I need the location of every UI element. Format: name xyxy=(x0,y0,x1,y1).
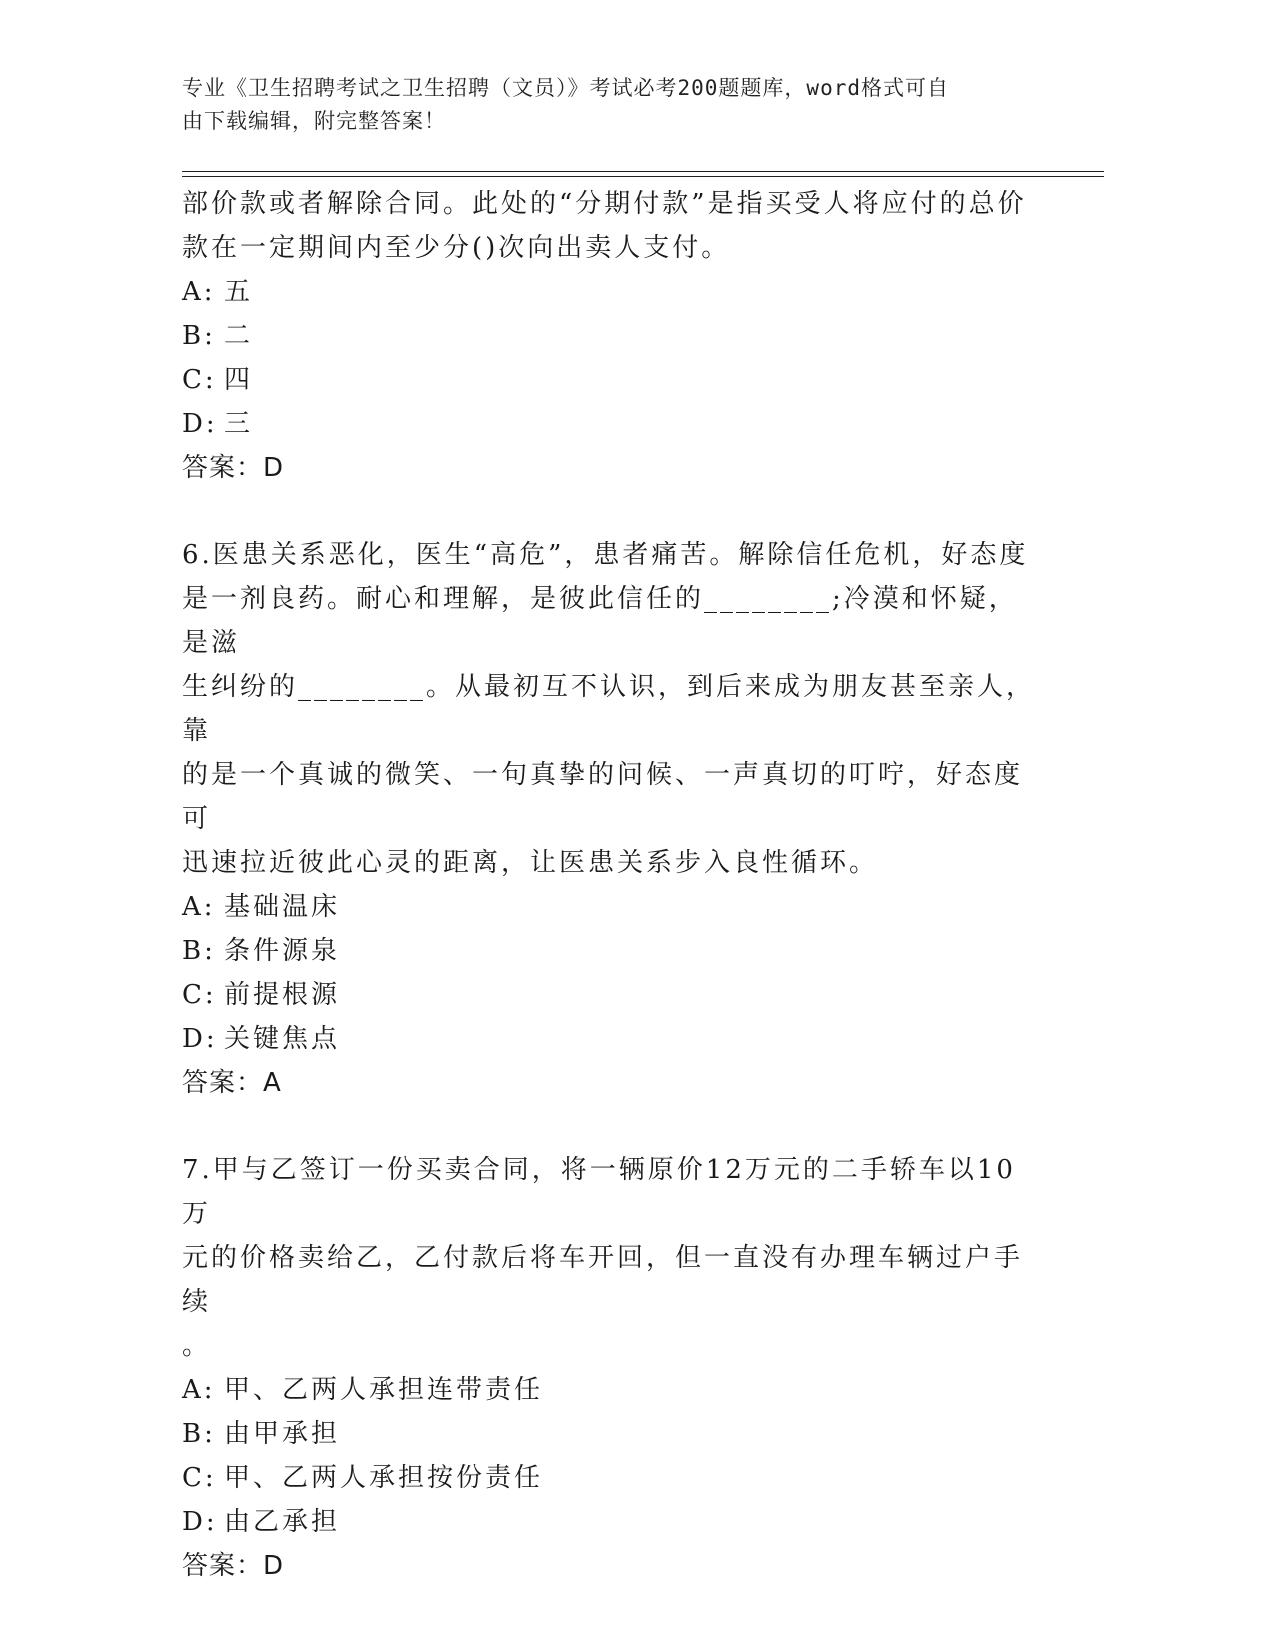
option-d xyxy=(182,1017,1042,1061)
question-stem-line: 7.甲与乙签订一份买卖合同，将一辆原价12万元的二手轿车以10万 xyxy=(182,1155,1016,1229)
question-5 xyxy=(182,182,1042,490)
question-stem-line: 。 xyxy=(182,1331,212,1361)
option-c xyxy=(182,973,1042,1017)
option-key: C: xyxy=(182,980,217,1010)
header-line-2: 由下载编辑，附完整答案！ xyxy=(182,109,446,133)
option-key: D: xyxy=(182,1024,218,1054)
answer-line: 答案：D xyxy=(182,453,285,483)
document-header xyxy=(182,72,1042,138)
option-text: 由乙承担 xyxy=(224,1507,341,1537)
option-b xyxy=(182,314,1042,358)
option-d xyxy=(182,1500,1042,1544)
question-stem-line: 的是一个真诚的微笑、一句真挚的问候、一声真切的叮咛，好态度可 xyxy=(182,760,1024,834)
spacer xyxy=(182,490,1042,533)
option-key: B: xyxy=(182,1419,216,1449)
question-stem-line: 生纠纷的________。从最初互不认识，到后来成为朋友甚至亲人，靠 xyxy=(182,672,1036,746)
option-text: 基础温床 xyxy=(224,892,341,922)
header-divider-bottom xyxy=(182,176,1104,177)
option-a xyxy=(182,270,1042,314)
option-text: 由甲承担 xyxy=(224,1419,341,1449)
question-stem-line: 6.医患关系恶化，医生“高危”，患者痛苦。解除信任危机，好态度 xyxy=(182,540,1029,570)
question-list xyxy=(182,182,1042,1588)
option-key: B: xyxy=(182,936,216,966)
option-key: D: xyxy=(182,1507,218,1537)
question-stem-line: 元的价格卖给乙，乙付款后将车开回，但一直没有办理车辆过户手续 xyxy=(182,1243,1024,1317)
question-stem-line: 迅速拉近彼此心灵的距离，让医患关系步入良性循环。 xyxy=(182,848,879,878)
option-a xyxy=(182,1368,1042,1412)
spacer xyxy=(182,1105,1042,1148)
option-a xyxy=(182,885,1042,929)
option-b xyxy=(182,1412,1042,1456)
header-line-1: 专业《卫生招聘考试之卫生招聘（文员）》考试必考200题题库，word格式可自 xyxy=(182,76,949,100)
question-stem-line: 是一剂良药。耐心和理解，是彼此信任的________;冷漠和怀疑，是滋 xyxy=(182,584,1018,658)
option-text: 前提根源 xyxy=(224,980,341,1010)
question-stem-line: 款在一定期间内至少分()次向出卖人支付。 xyxy=(182,233,731,263)
option-key: C: xyxy=(182,1463,217,1493)
option-c xyxy=(182,1456,1042,1500)
option-key: A: xyxy=(182,1375,216,1405)
header-divider-top xyxy=(182,171,1104,172)
option-text: 关键焦点 xyxy=(224,1024,341,1054)
option-text: 甲、乙两人承担连带责任 xyxy=(224,1375,544,1405)
option-key: C: xyxy=(182,365,217,395)
option-key: D: xyxy=(182,409,218,439)
option-key: B: xyxy=(182,321,216,351)
answer-line: 答案：A xyxy=(182,1068,282,1098)
option-d xyxy=(182,402,1042,446)
answer-line: 答案：D xyxy=(182,1551,285,1581)
question-6 xyxy=(182,533,1042,1105)
option-text: 五 xyxy=(224,277,254,307)
question-stem-line: 部价款或者解除合同。此处的“分期付款”是指买受人将应付的总价 xyxy=(182,189,1027,219)
option-text: 条件源泉 xyxy=(224,936,341,966)
option-b xyxy=(182,929,1042,973)
option-c xyxy=(182,358,1042,402)
option-text: 二 xyxy=(224,321,254,351)
option-text: 三 xyxy=(224,409,254,439)
option-key: A: xyxy=(182,892,216,922)
option-key: A: xyxy=(182,277,216,307)
question-7 xyxy=(182,1148,1042,1588)
option-text: 四 xyxy=(224,365,254,395)
option-text: 甲、乙两人承担按份责任 xyxy=(224,1463,544,1493)
